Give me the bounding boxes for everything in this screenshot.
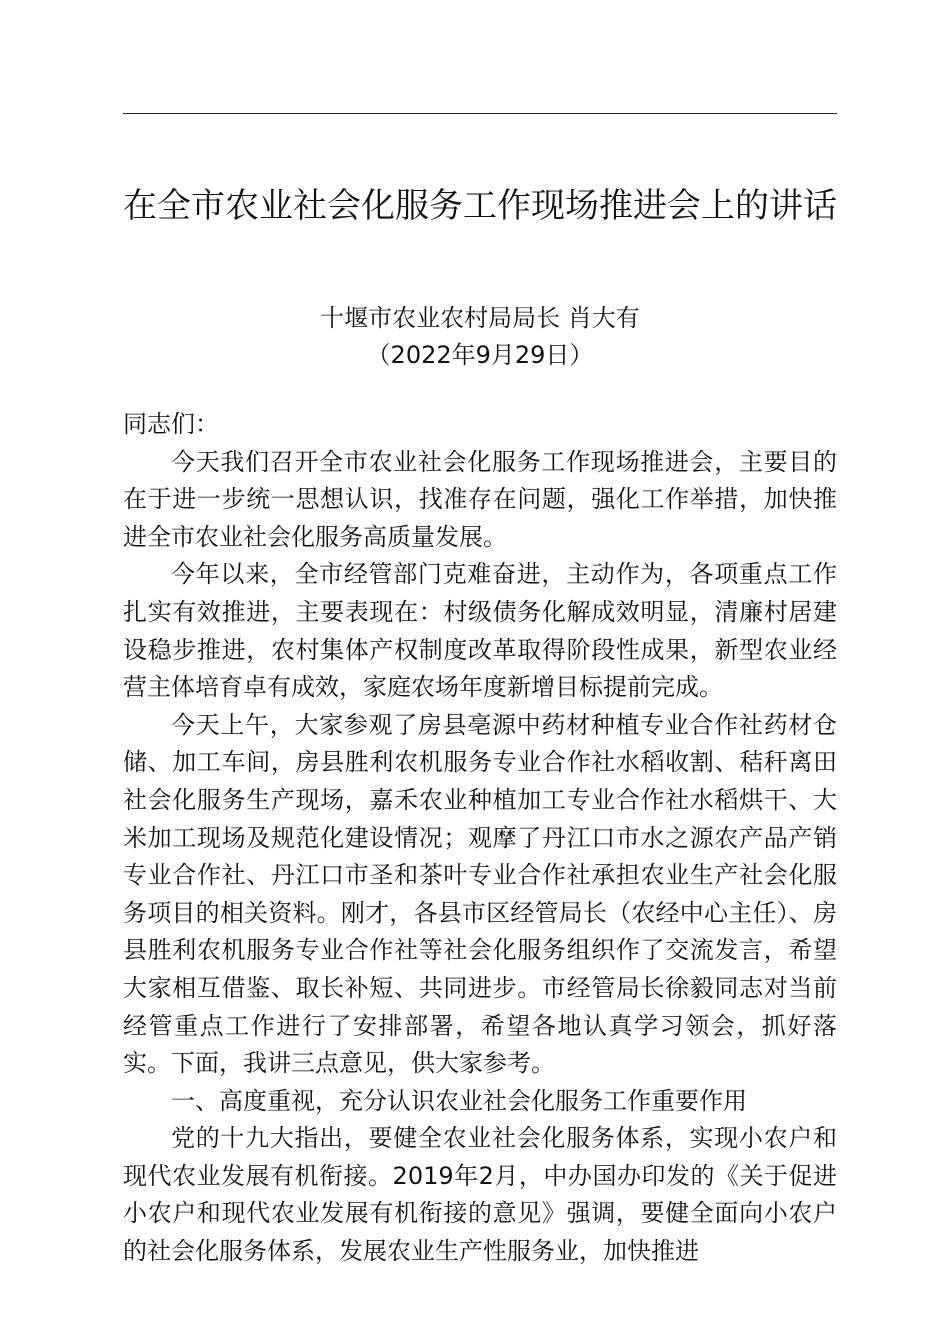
section-heading-1: 一、高度重视，充分认识农业社会化服务工作重要作用 xyxy=(171,1086,747,1115)
author-line: 十堰市农业农村局局长 肖大有 xyxy=(320,304,640,332)
document-body xyxy=(123,406,837,1271)
paragraph-policy: 党的十九大指出，要健全农业社会化服务体系，实现小农户和现代农业发展有机衔接。2019年2月，中办国办印发的《关于促进小农户和现代农业发展有机衔接的意见》强调，要健全面向小农户的社会化服务体系，发展农业生产性服务业，加快推进 xyxy=(123,1124,837,1266)
header-rule xyxy=(123,113,837,114)
date-line: （2022年9月29日） xyxy=(366,341,594,369)
paragraph-achievements: 今年以来，全市经管部门克难奋进，主动作为，各项重点工作扎实有效推进，主要表现在：村级债务化解成效明显，清廉村居建设稳步推进，农村集体产权制度改革取得阶段性成果，新型农业经营主体培育卓有成效，家庭农场年度新增目标提前完成。 xyxy=(123,560,837,702)
paragraph-site-visit: 今天上午，大家参观了房县亳源中药材种植专业合作社药材仓储、加工车间，房县胜利农机服务专业合作社水稻收割、秸秆离田社会化服务生产现场，嘉禾农业种植加工专业合作社水稻烘干、大米加工现场及规范化建设情况；观摩了丹江口市水之源农产品产销专业合作社、丹江口市圣和茶叶专业合作社承担农业生产社会化服务项目的相关资料。刚才，各县市区经管局长（农经中心主任）、房县胜利农机服务专业合作社等社会化服务组织作了交流发言，希望大家相互借鉴、取长补短、共同进步。市经管局长徐毅同志对当前经管重点工作进行了安排部署，希望各地认真学习领会，抓好落实。下面，我讲三点意见，供大家参考。 xyxy=(123,710,837,1078)
document-page xyxy=(123,0,837,1344)
paragraph-opening: 今天我们召开全市农业社会化服务工作现场推进会，主要目的在于进一步统一思想认识，找准存在问题，强化工作举措，加快推进全市农业社会化服务高质量发展。 xyxy=(123,447,837,551)
document-title: 在全市农业社会化服务工作现场推进会上的讲话 xyxy=(123,186,837,226)
salutation: 同志们： xyxy=(123,410,219,438)
